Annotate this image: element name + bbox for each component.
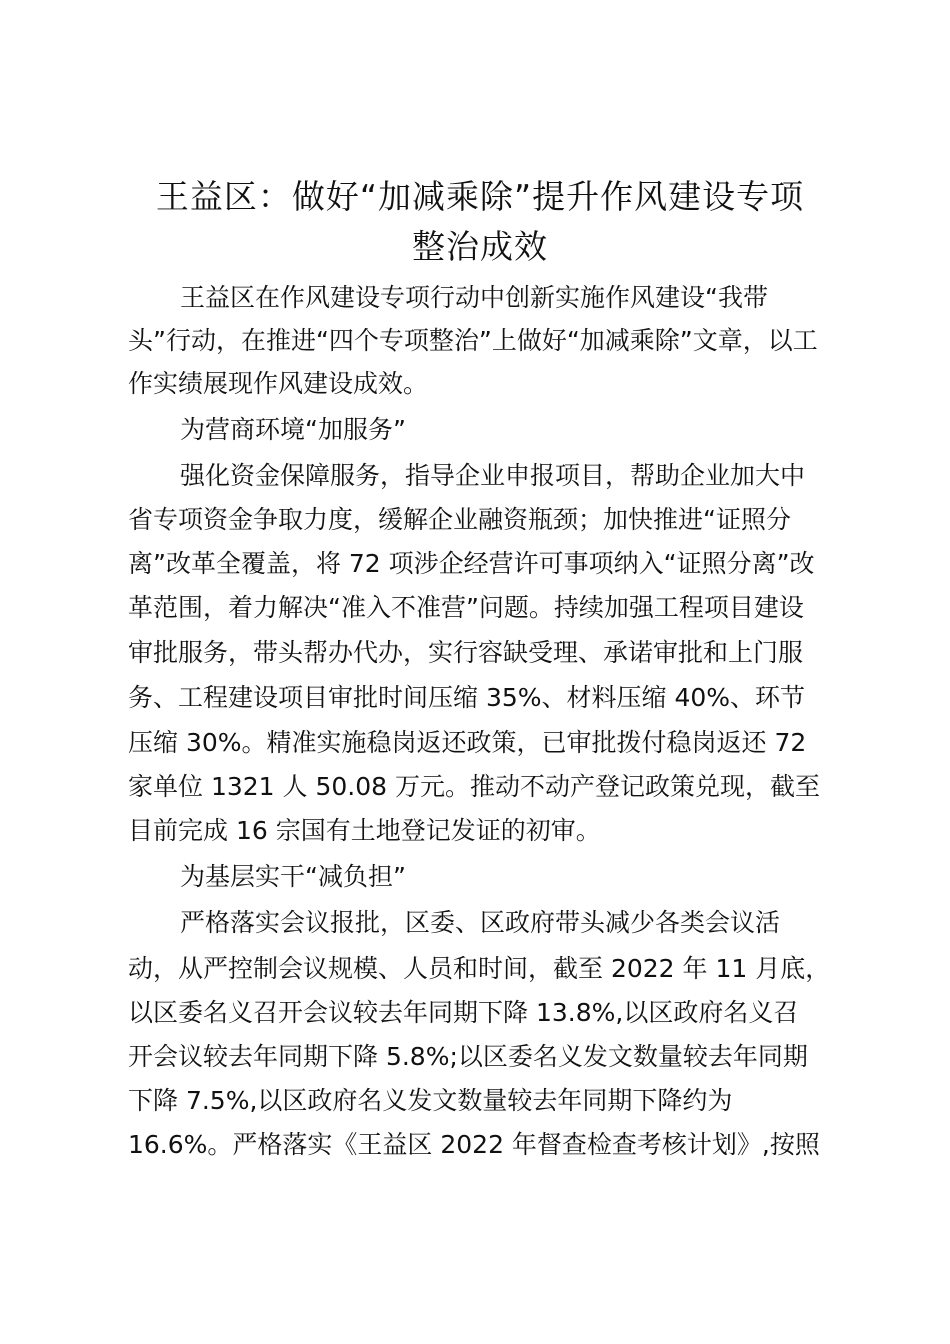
paragraph-line: 审批服务，带头帮办代办，实行容缺受理、承诺审批和上门服 xyxy=(128,638,804,667)
paragraph-line: 目前完成 16 宗国有土地登记发证的初审。 xyxy=(128,816,601,845)
paragraph-line: 务、工程建设项目审批时间压缩 35%、材料压缩 40%、环节 xyxy=(128,683,806,712)
paragraph-line: 头”行动，在推进“四个专项整治”上做好“加减乘除”文章，以工 xyxy=(128,326,818,355)
paragraph-line: 16.6%。严格落实《王益区 2022 年督查检查考核计划》,按照 xyxy=(128,1130,820,1159)
document-title xyxy=(120,172,840,272)
paragraph-line: 压缩 30%。精准实施稳岗返还政策，已审批拨付稳岗返还 72 xyxy=(128,728,807,757)
paragraph-line: 家单位 1321 人 50.08 万元。推动不动产登记政策兑现，截至 xyxy=(128,772,820,801)
section-heading: 为基层实干“减负担” xyxy=(180,862,406,891)
paragraph-line: 以区委名义召开会议较去年同期下降 13.8%,以区政府名义召 xyxy=(128,998,799,1027)
paragraph-line: 开会议较去年同期下降 5.8%;以区委名义发文数量较去年同期 xyxy=(128,1042,808,1071)
paragraph-line: 作实绩展现作风建设成效。 xyxy=(128,369,429,398)
title-line-1: 王益区：做好“加减乘除”提升作风建设专项 xyxy=(155,177,805,216)
section-heading: 为营商环境“加服务” xyxy=(180,415,406,444)
paragraph-line: 动，从严控制会议规模、人员和时间，截至 2022 年 11 月底， xyxy=(128,954,831,983)
paragraph-line: 下降 7.5%,以区政府名义发文数量较去年同期下降约为 xyxy=(128,1086,733,1115)
paragraph-line: 严格落实会议报批，区委、区政府带头减少各类会议活 xyxy=(180,908,781,937)
paragraph-line: 王益区在作风建设专项行动中创新实施作风建设“我带 xyxy=(180,283,768,312)
paragraph-line: 省专项资金争取力度，缓解企业融资瓶颈；加快推进“证照分 xyxy=(128,505,791,534)
paragraph-line: 离”改革全覆盖，将 72 项涉企经营许可事项纳入“证照分离”改 xyxy=(128,549,815,578)
title-line-2: 整治成效 xyxy=(412,227,548,266)
paragraph-line: 革范围，着力解决“准入不准营”问题。持续加强工程项目建设 xyxy=(128,593,804,622)
paragraph-line: 强化资金保障服务，指导企业申报项目，帮助企业加大中 xyxy=(180,461,806,490)
